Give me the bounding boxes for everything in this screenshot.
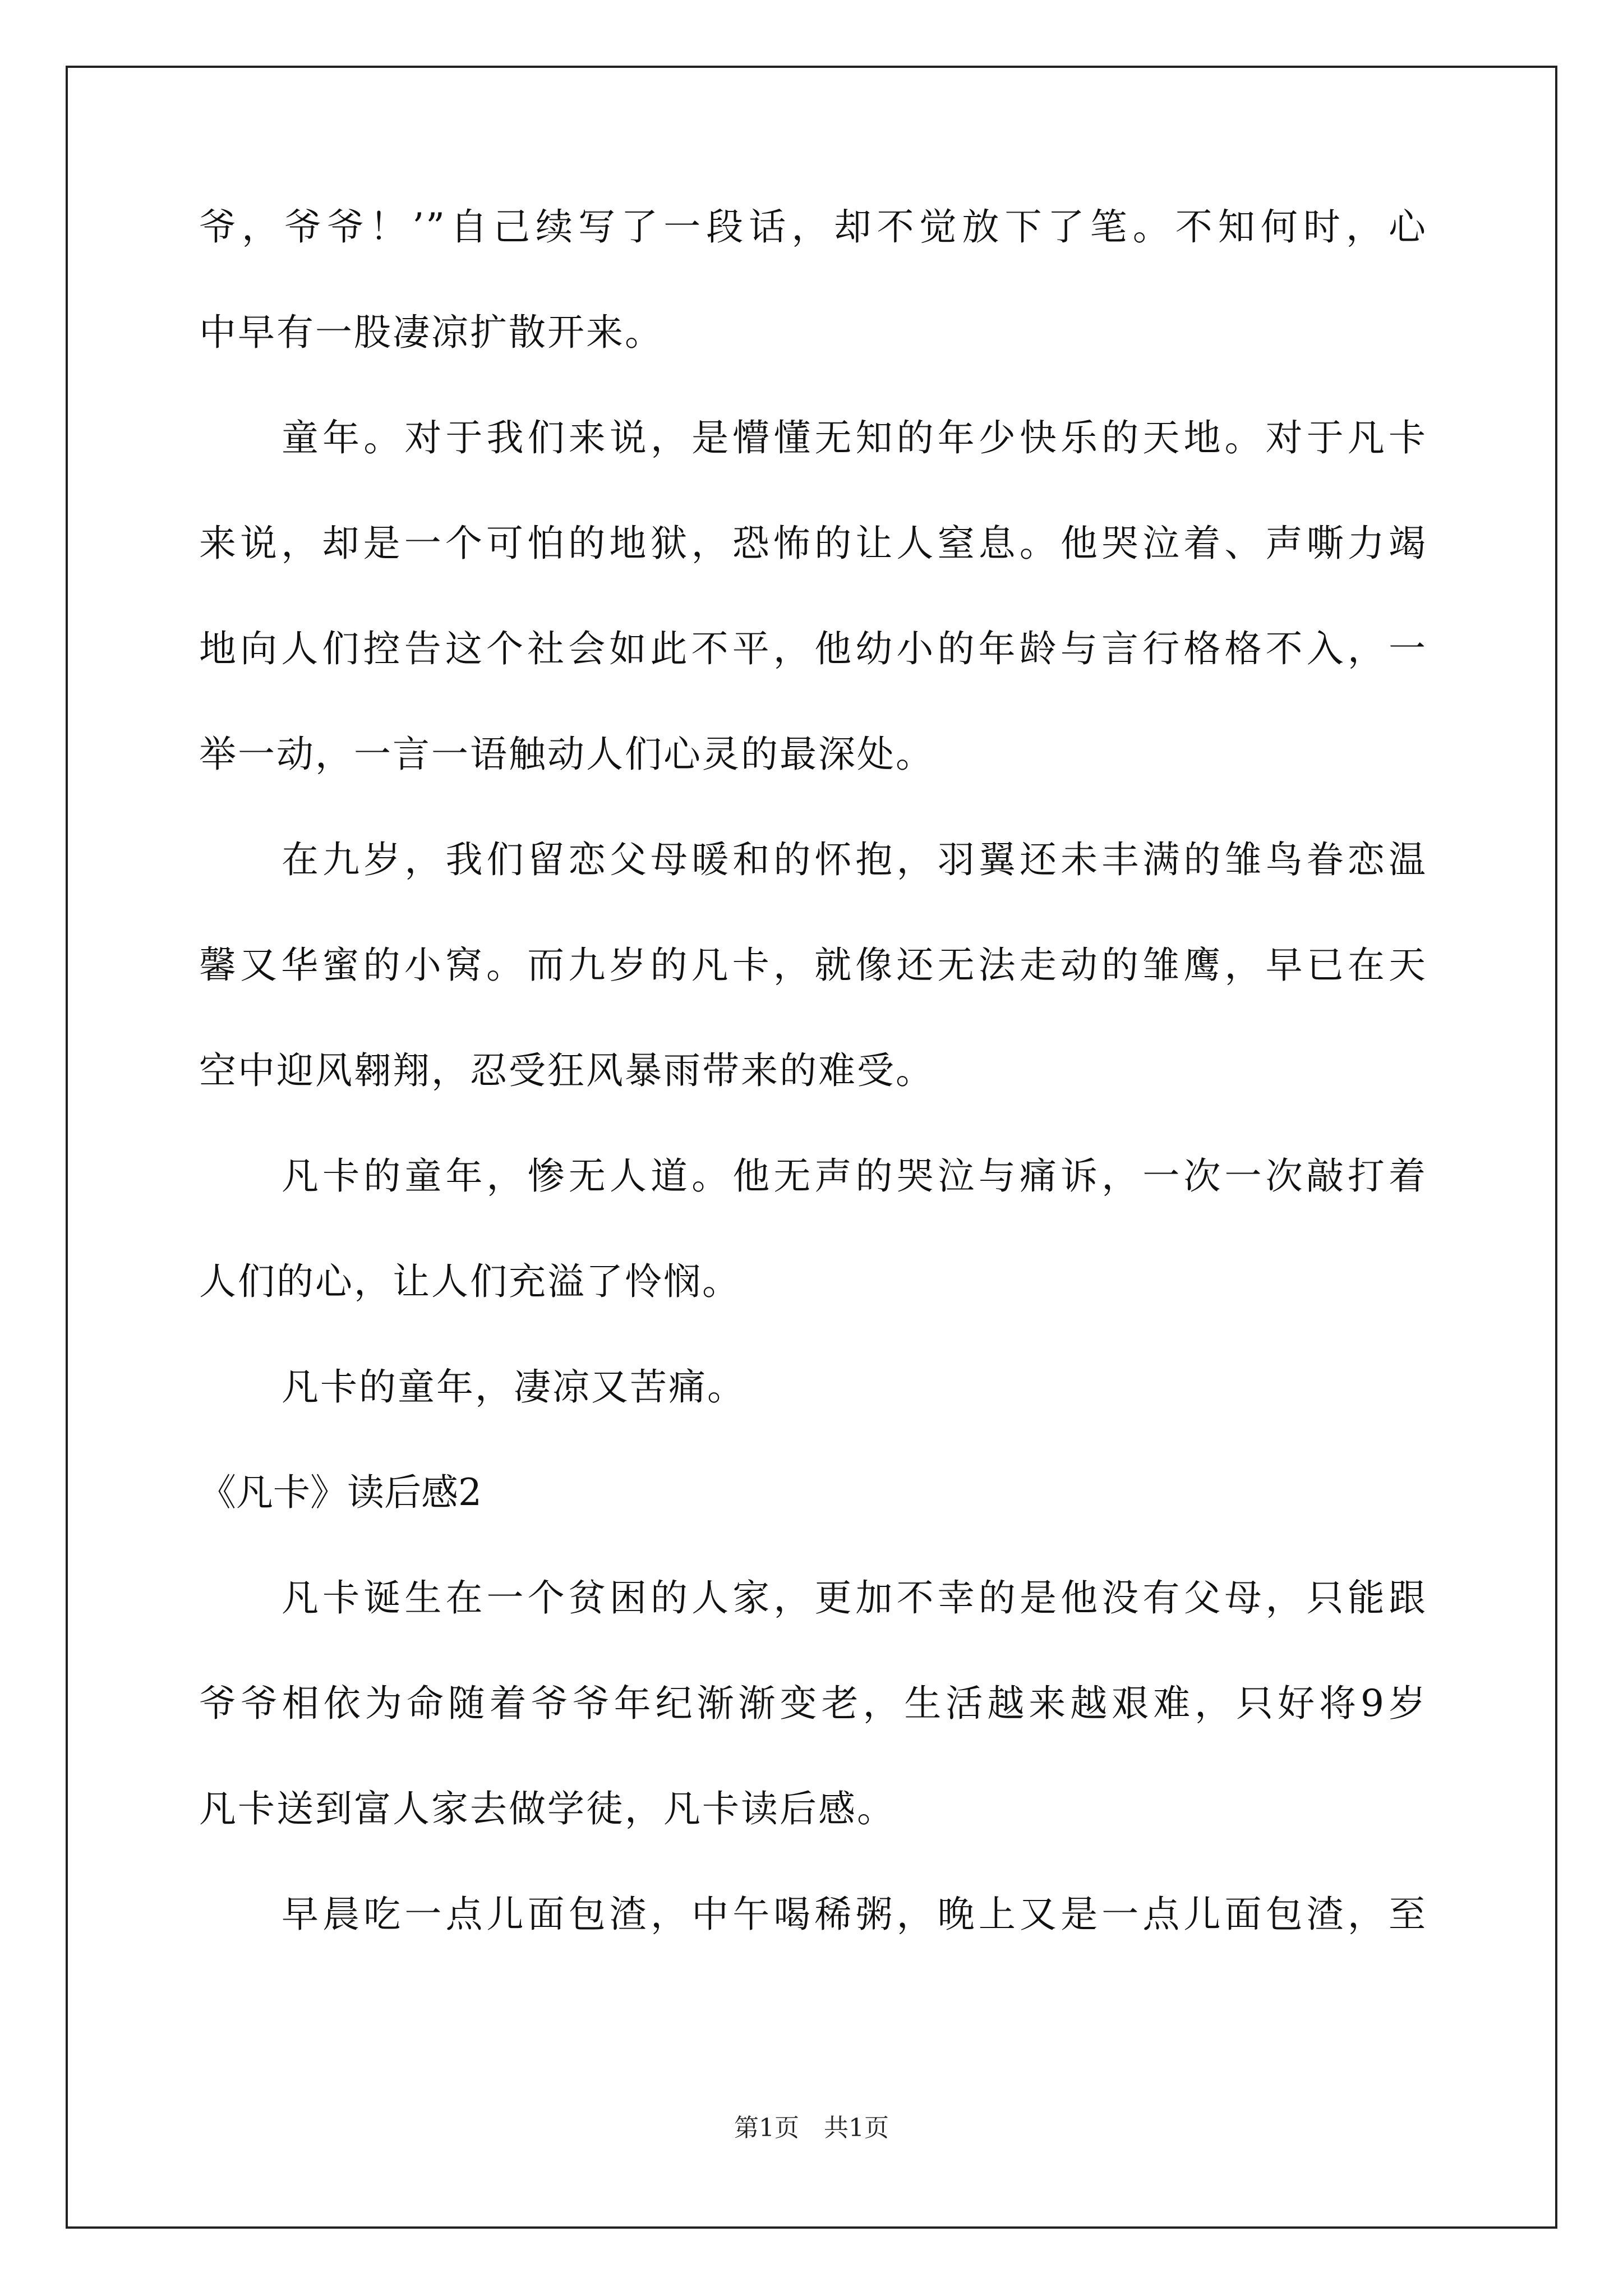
text-line: 在九岁，我们留恋父母暖和的怀抱，羽翼还未丰满的雏鸟眷恋温 bbox=[282, 838, 1427, 881]
text-line: 地向人们控告这个社会如此不平，他幼小的年龄与言行格格不入，一 bbox=[199, 627, 1427, 670]
text-line: 来说，却是一个可怕的地狱，恐怖的让人窒息。他哭泣着、声嘶力竭 bbox=[199, 522, 1427, 565]
section-heading: 《凡卡》读后感2 bbox=[199, 1471, 482, 1514]
text-line: 爷，爷爷！’”自己续写了一段话，却不觉放下了笔。不知何时，心 bbox=[199, 205, 1427, 249]
text-line: 早晨吃一点儿面包渣，中午喝稀粥，晚上又是一点儿面包渣，至 bbox=[282, 1893, 1427, 1936]
text-line: 爷爷相依为命随着爷爷年纪渐渐变老，生活越来越艰难，只好将9岁 bbox=[199, 1682, 1427, 1725]
text-line: 中早有一股凄凉扩散开来。 bbox=[199, 311, 663, 354]
text-line: 凡卡的童年，惨无人道。他无声的哭泣与痛诉，一次一次敲打着 bbox=[282, 1154, 1427, 1198]
page-number-footer: 第1页 共1页 bbox=[734, 2114, 889, 2142]
text-line: 凡卡送到富人家去做学徒，凡卡读后感。 bbox=[199, 1787, 896, 1830]
text-line: 人们的心，让人们充溢了怜悯。 bbox=[199, 1260, 741, 1303]
text-line: 凡卡的童年，凄凉又苦痛。 bbox=[282, 1365, 746, 1409]
text-line: 举一动，一言一语触动人们心灵的最深处。 bbox=[199, 733, 934, 776]
text-line: 馨又华蜜的小窝。而九岁的凡卡，就像还无法走动的雏鹰，早已在天 bbox=[199, 944, 1427, 987]
text-line: 童年。对于我们来说，是懵懂无知的年少快乐的天地。对于凡卡 bbox=[282, 416, 1427, 459]
text-line: 空中迎风翱翔，忍受狂风暴雨带来的难受。 bbox=[199, 1049, 934, 1092]
text-line: 凡卡诞生在一个贫困的人家，更加不幸的是他没有父母，只能跟 bbox=[282, 1576, 1427, 1619]
